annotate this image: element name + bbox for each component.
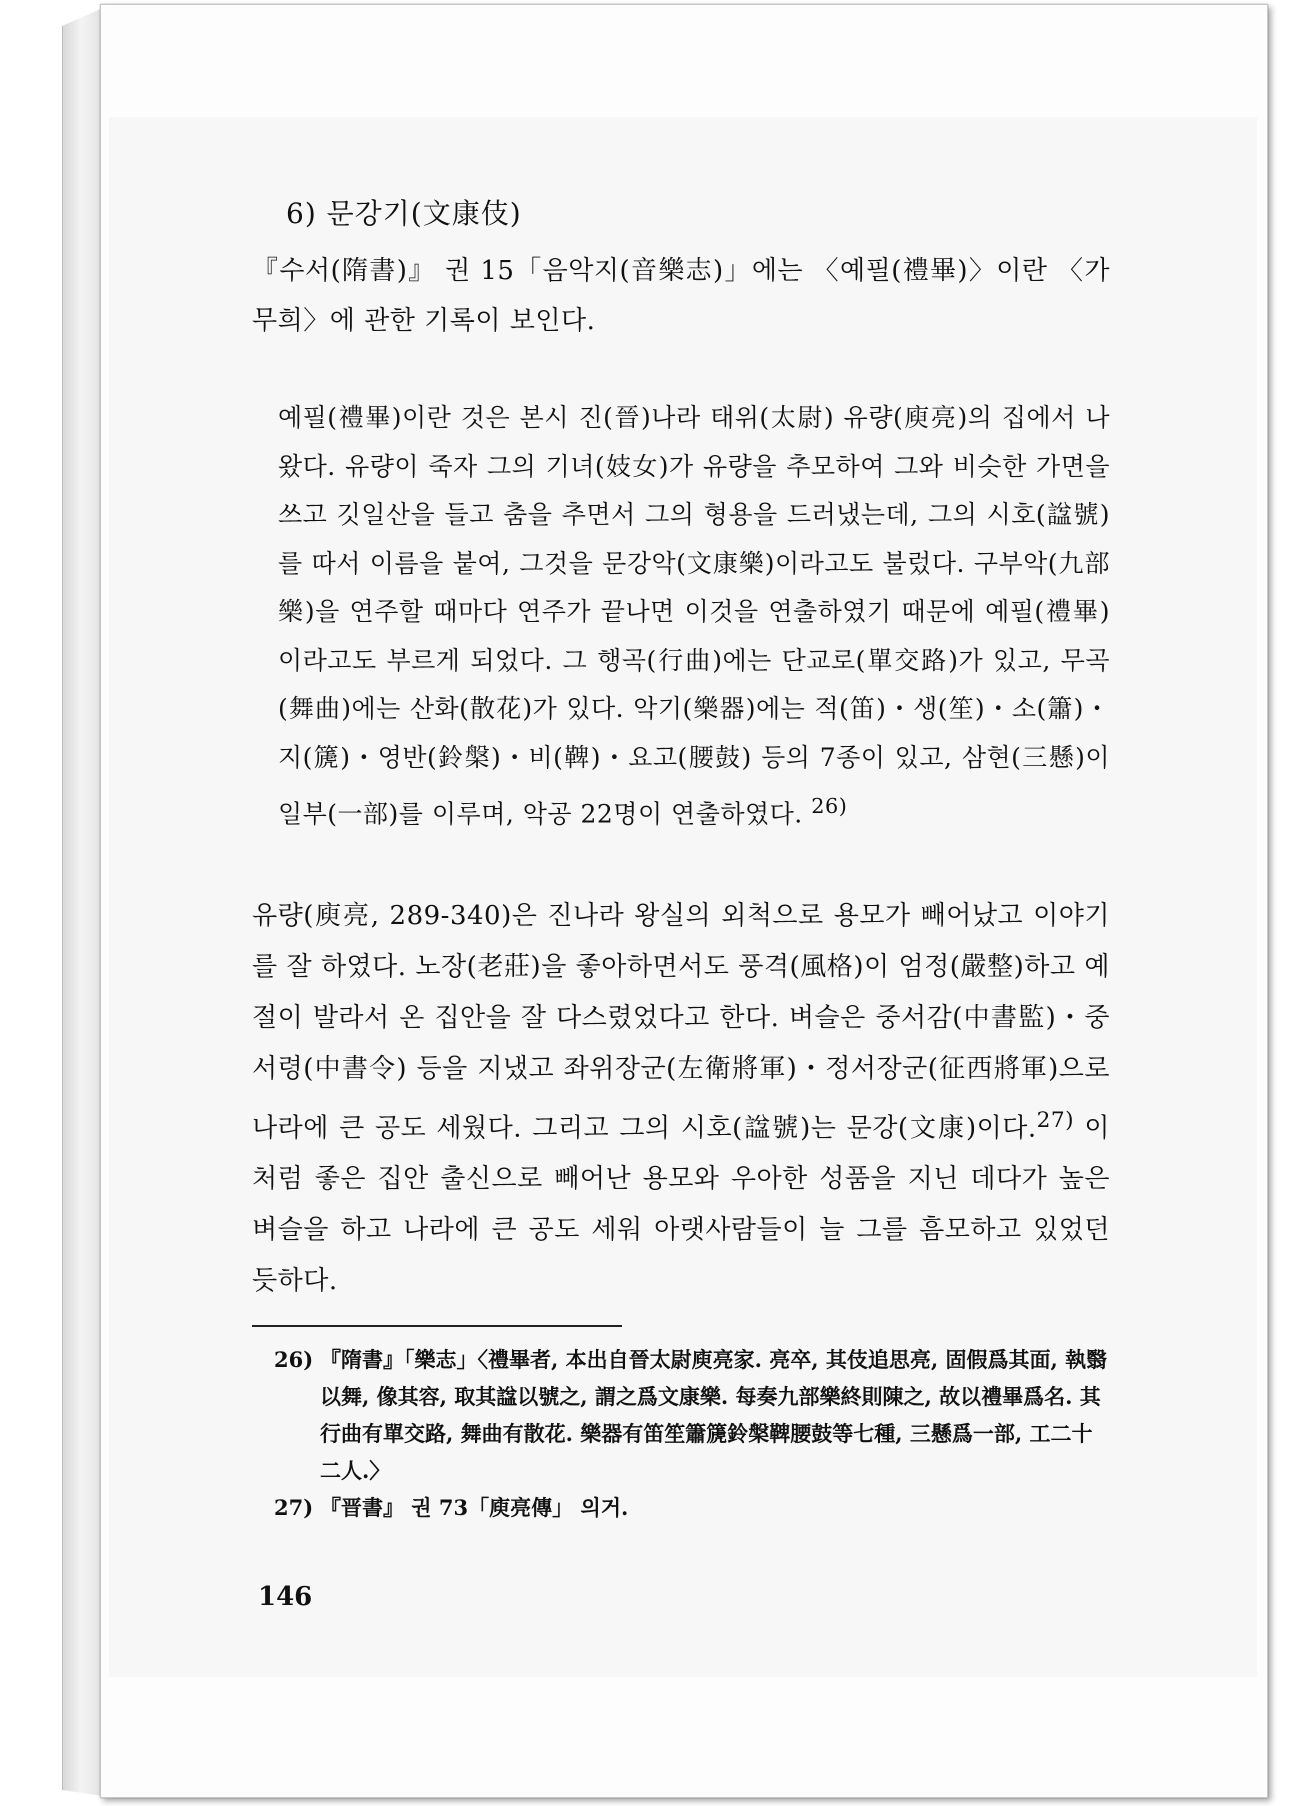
footnote-divider	[252, 1325, 622, 1327]
footnote-ref-26: 26)	[811, 794, 848, 818]
body-paragraph	[252, 891, 1110, 1308]
footnote-text: 『晋書』 권 73「庾亮傳」 의거.	[320, 1495, 629, 1521]
quoted-passage	[278, 394, 1110, 839]
footnote-26	[252, 1341, 1110, 1489]
section-title: 6) 문강기(文康伎)	[286, 197, 522, 230]
page-number: 146	[258, 1582, 313, 1612]
book-spine	[62, 8, 103, 1796]
intro-paragraph: 『수서(隋書)』 권 15「음악지(音樂志)」에는 〈예필(禮畢)〉이란 〈가무희〉에 관한 기록이 보인다.	[252, 256, 1110, 336]
quoted-passage-text: 예필(禮畢)이란 것은 본시 진(晉)나라 태위(太尉) 유량(庾亮)의 집에서 나왔다. 유량이 죽자 그의 기녀(妓女)가 유량을 추모하여 그와 비슷한 가면을 쓰고 깃일산을 들고 춤을 추면서 그의 형용을 드러냈는데, 그의 시호(諡號)를 따서 이름을 붙여, 그것을 문강악(文康樂)이라고도 불렀다. 구부악(九部樂)을 연주할 때마다 연주가 끝나면 이것을 연출하였기 때문에 예필(禮畢)이라고도 부르게 되었다. 그 행곡(行曲)에는 단교로(單交路)가 있고, 무곡(舞曲)에는 산화(散花)가 있다. 악기(樂器)에는 적(笛)・생(笙)・소(簫)・지(篪)・영반(鈴槃)・비(鞞)・요고(腰鼓) 등의 7종이 있고, 삼현(三懸)이 일부(一部)를 이루며, 악공 22명이 연출하였다.	[278, 403, 1110, 829]
footnote-text: 『隋書』「樂志」〈禮畢者, 本出自晉太尉庾亮家. 亮卒, 其伎追思亮, 固假爲其面, 執翳以舞, 像其容, 取其諡以號之, 謂之爲文康樂. 每奏九部樂終則陳之, 故以禮畢爲名. 其行曲有單交路, 舞曲有散花. 樂器有笛笙簫篪鈴槃鞞腰鼓等七種, 三懸爲一部, 工二十二人.〉	[320, 1347, 1108, 1484]
page-content	[252, 192, 1110, 1526]
footnote-number: 27)	[274, 1495, 314, 1521]
body-paragraph-text-1: 유량(庾亮, 289-340)은 진나라 왕실의 외척으로 용모가 빼어났고 이야기를 잘 하였다. 노장(老莊)을 좋아하면서도 풍격(風格)이 엄정(嚴整)하고 예절이 발라서 온 집안을 잘 다스렸었다고 한다. 벼슬은 중서감(中書監)・중서령(中書令) 등을 지냈고 좌위장군(左衛將軍)・정서장군(征西將軍)으로 나라에 큰 공도 세웠다. 그리고 그의 시호(諡號)는 문강(文康)이다.	[252, 900, 1110, 1144]
footnote-ref-27: 27)	[1036, 1107, 1075, 1133]
body-paragraph-text-2: 이처럼 좋은 집안 출신으로 빼어난 용모와 우아한 성품을 지닌 데다가 높은 벼슬을 하고 나라에 큰 공도 세워 아랫사람들이 늘 그를 흠모하고 있었던 듯하다.	[252, 1113, 1110, 1297]
footnote-27	[252, 1489, 1110, 1526]
footnote-number: 26)	[274, 1347, 314, 1373]
